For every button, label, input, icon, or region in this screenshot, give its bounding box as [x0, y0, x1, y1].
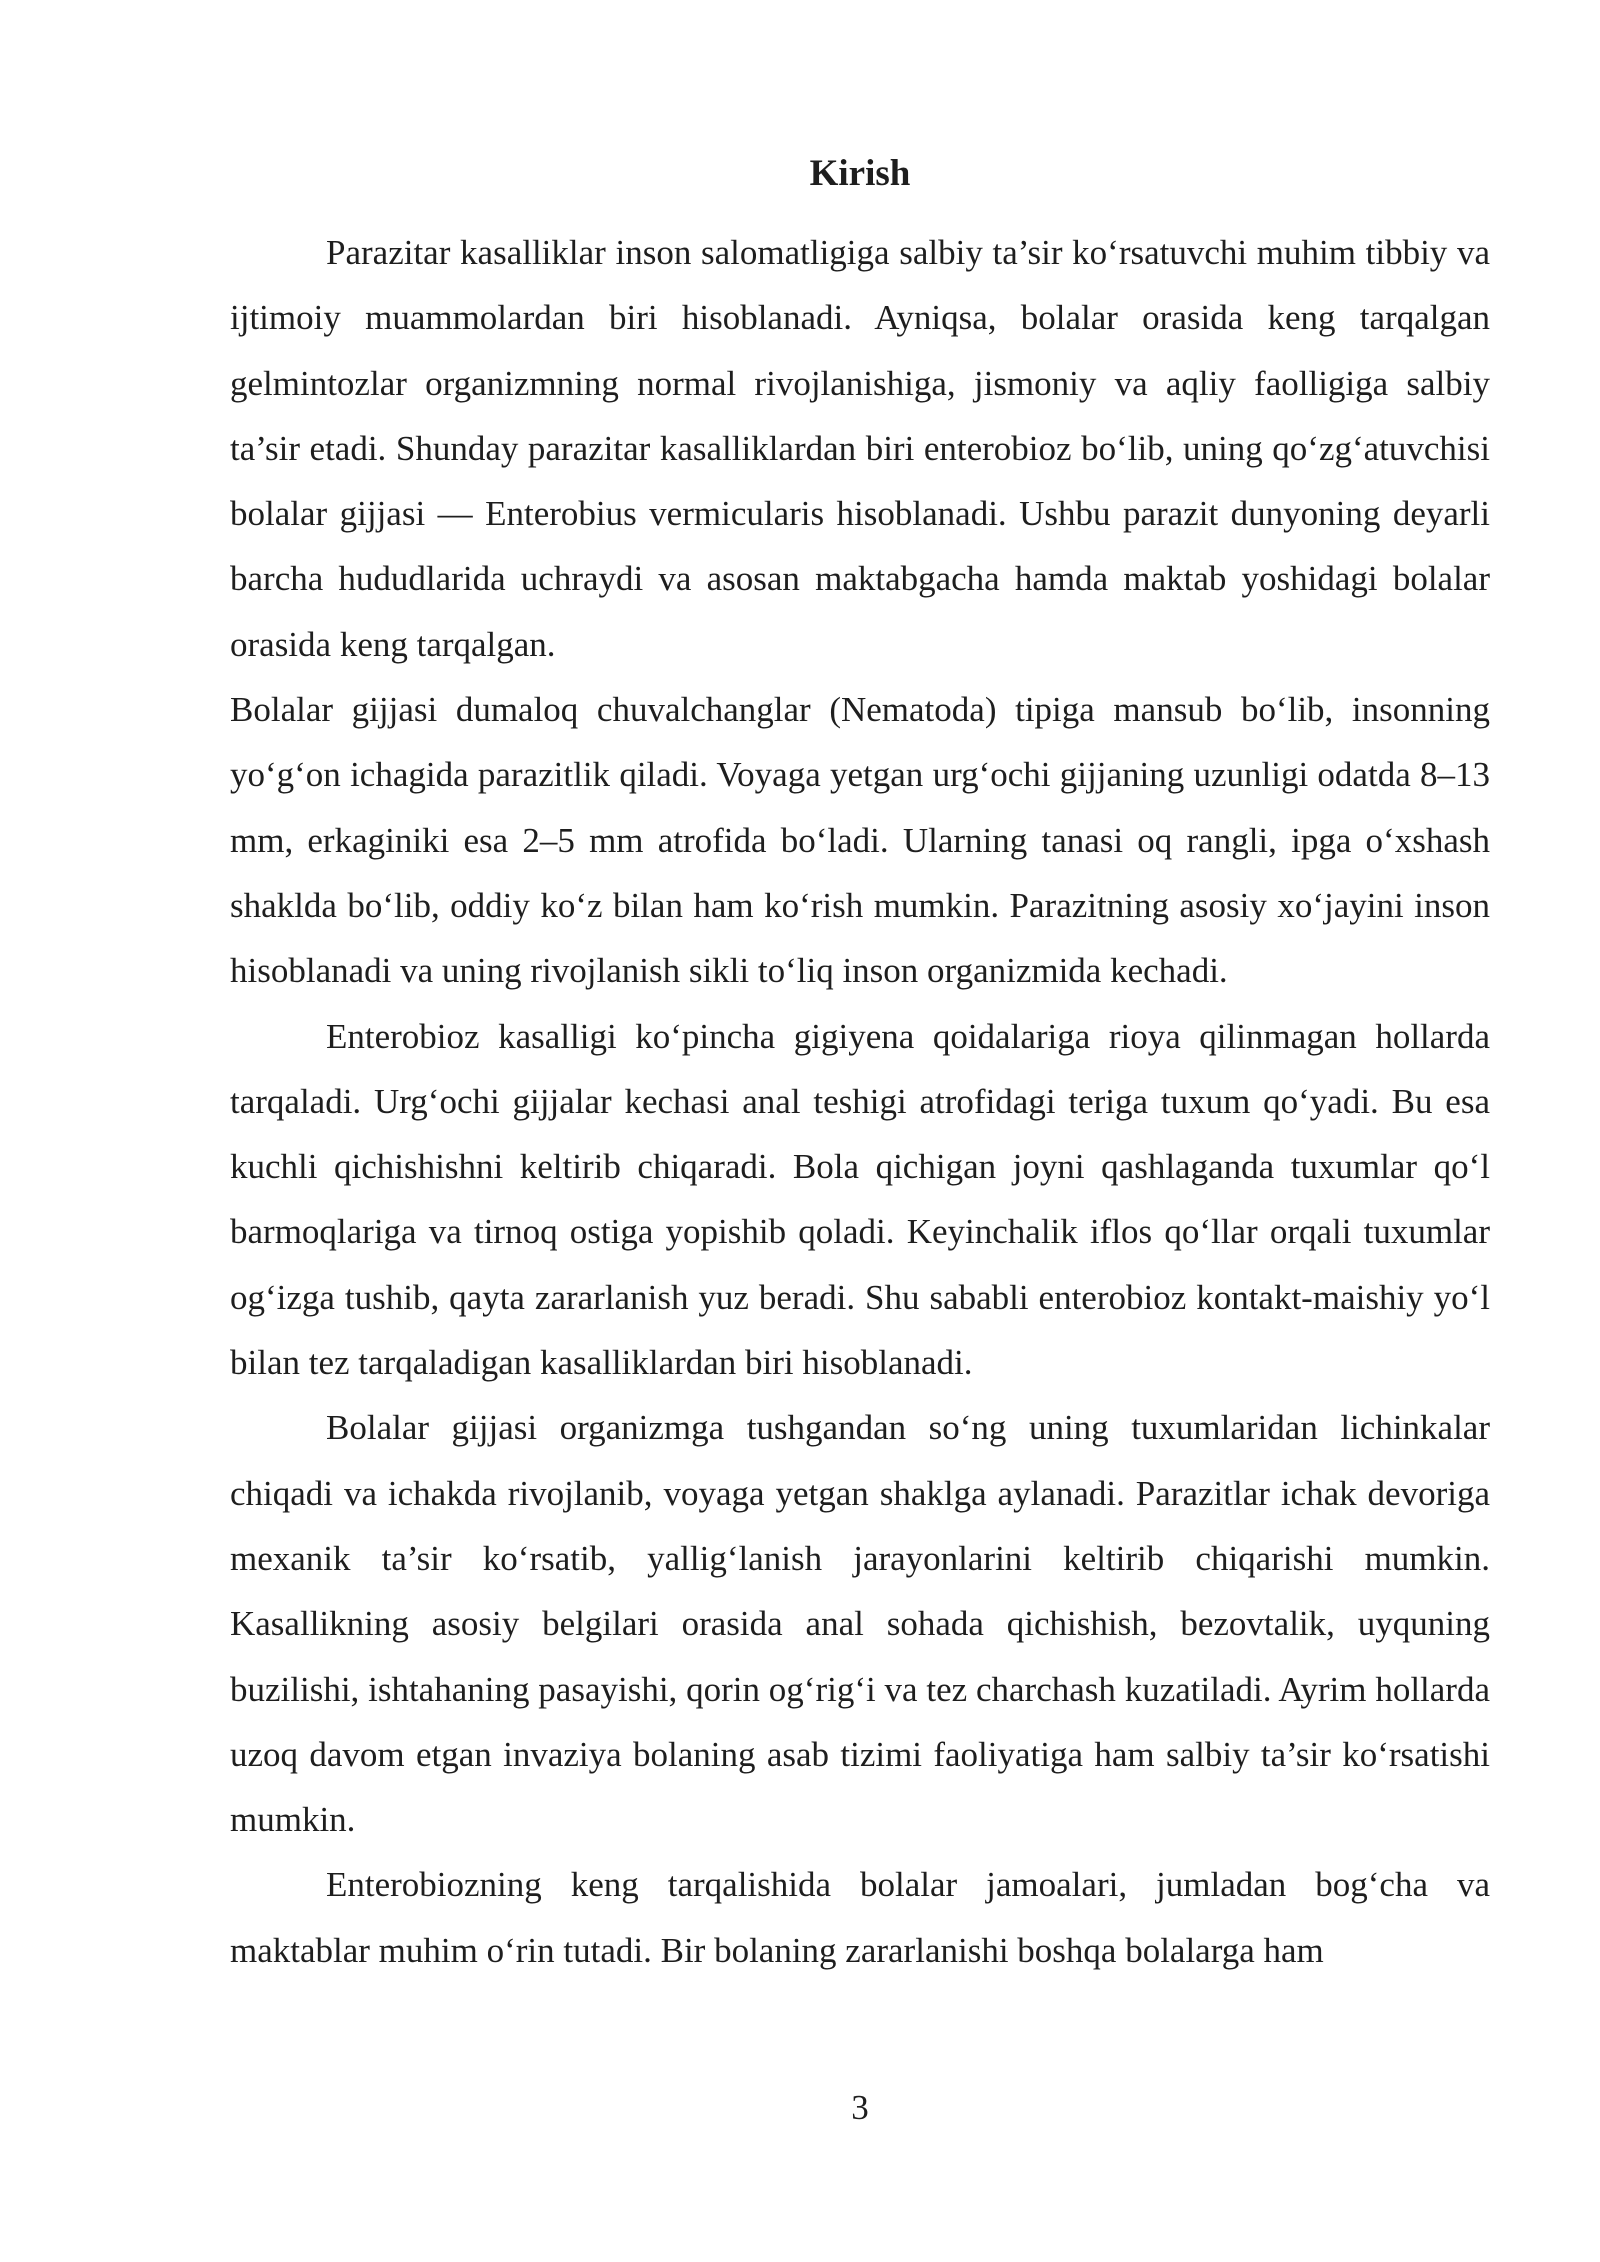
- section-title: Kirish: [809, 153, 911, 194]
- page-number: 3: [851, 2088, 869, 2127]
- paragraph-intro: Parazitar kasalliklar inson salomatligiga salbiy ta’sir ko‘rsatuvchi muhim tibbiy va ijtimoiy muammolardan biri hisoblanadi. Ayniqsa, bolalar orasida keng tarqalgan gelmintozlar organizmning normal rivojlanishiga, jismoniy va aqliy faolligiga salbiy ta’sir etadi. Shunday parazitar kasalliklardan biri enterobioz bo‘lib, uning qo‘zg‘atuvchisi bolalar gijjasi — Enterobius vermicularis hisoblanadi. Ushbu parazit dunyoning deyarli barcha hududlarida uchraydi va asosan maktabgacha hamda maktab yoshidagi bolalar orasida keng tarqalgan.: [230, 233, 1490, 664]
- paragraph-transmission: Enterobioz kasalligi ko‘pincha gigiyena qoidalariga rioya qilinmagan hollarda tarqaladi. Urg‘ochi gijjalar kechasi anal teshigi atrofidagi teriga tuxum qo‘yadi. Bu esa kuchli qichishishni keltirib chiqaradi. Bola qichigan joyni qashlaganda tuxumlar qo‘l barmoqlariga va tirnoq ostiga yopishib qoladi. Keyinchalik iflos qo‘llar orqali tuxumlar og‘izga tushib, qayta zararlanish yuz beradi. Shu sababli enterobioz kontakt-maishiy yo‘l bilan tez tarqaladigan kasalliklardan biri hisoblanadi.: [230, 1016, 1490, 1383]
- paragraph-morphology: Bolalar gijjasi dumaloq chuvalchanglar (Nematoda) tipiga mansub bo‘lib, insonning yo‘g‘on ichagida parazitlik qiladi. Voyaga yetgan urg‘ochi gijjaning uzunligi odatda 8–13 mm, erkaginiki esa 2–5 mm atrofida bo‘ladi. Ularning tanasi oq rangli, ipga o‘xshash shaklda bo‘lib, oddiy ko‘z bilan ham ko‘rish mumkin. Parazitning asosiy xo‘jayini inson hisoblanadi va uning rivojlanish sikli to‘liq inson organizmida kechadi.: [230, 690, 1490, 991]
- paragraph-spread: Enterobiozning keng tarqalishida bolalar jamoalari, jumladan bog‘cha va maktablar muhim o‘rin tutadi. Bir bolaning zararlanishi boshqa bolalarga ham: [230, 1865, 1490, 1970]
- paragraph-symptoms: Bolalar gijjasi organizmga tushgandan so‘ng uning tuxumlaridan lichinkalar chiqadi va ichakda rivojlanib, voyaga yetgan shaklga aylanadi. Parazitlar ichak devoriga mexanik ta’sir ko‘rsatib, yallig‘lanish jarayonlarini keltirib chiqarishi mumkin. Kasallikning asosiy belgilari orasida anal sohada qichishish, bezovtalik, uyquning buzilishi, ishtahaning pasayishi, qorin og‘rig‘i va tez charchash kuzatiladi. Ayrim hollarda uzoq davom etgan invaziya bolaning asab tizimi faoliyatiga ham salbiy ta’sir ko‘rsatishi mumkin.: [230, 1408, 1490, 1840]
- body-text: [230, 220, 1490, 1983]
